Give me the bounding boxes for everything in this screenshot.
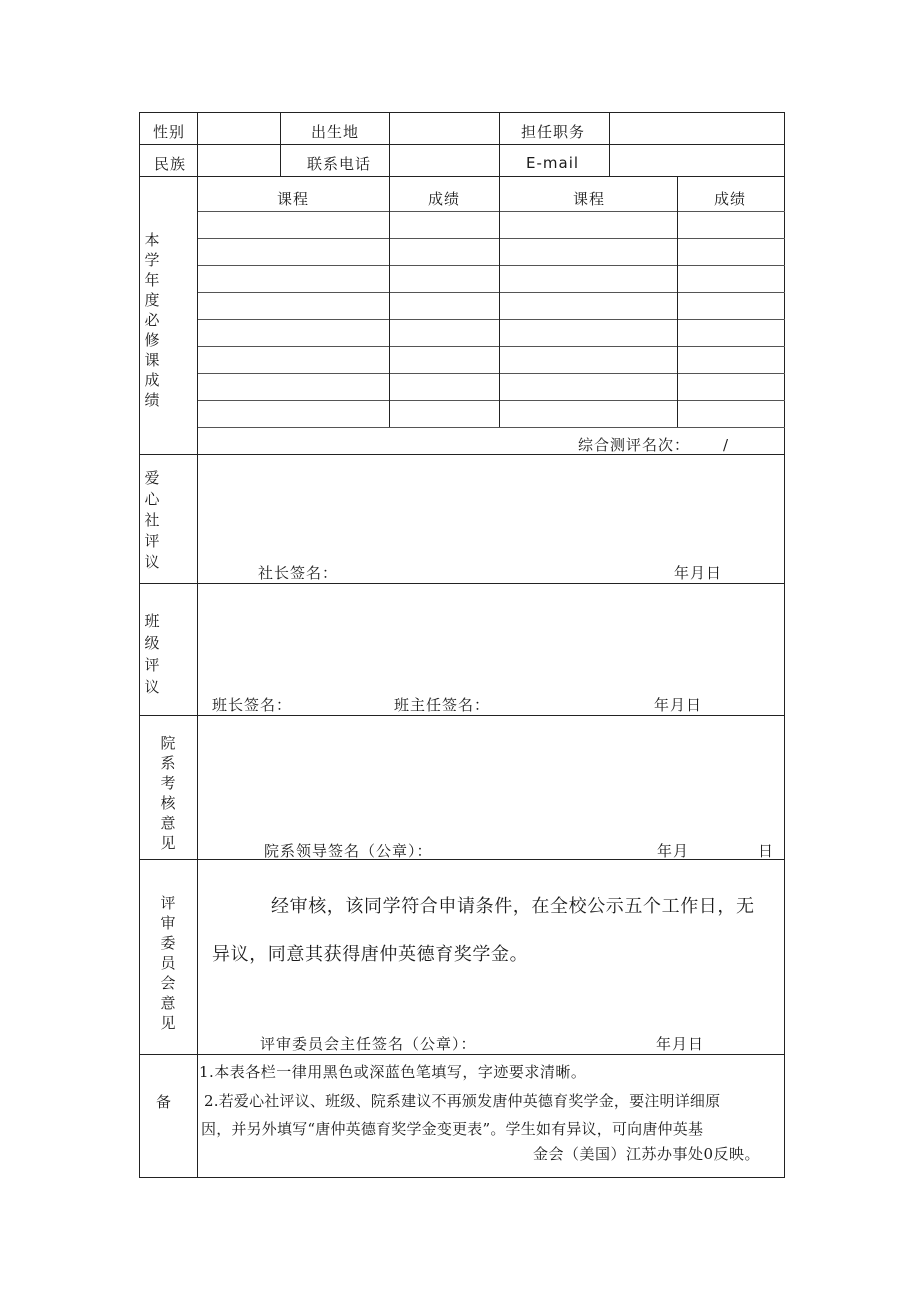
- teacher-signature-label: 班主任签名：: [394, 696, 491, 714]
- note-2-line1: 2.若爱心社评议、班级、院系建议不再颁发唐仲英德育奖学金，要注明详细原: [204, 1092, 721, 1110]
- header-column-line: [280, 112, 281, 176]
- grade-row-line: [197, 373, 785, 374]
- birthplace-label: 出生地: [311, 123, 360, 141]
- rank-separator: /: [723, 436, 730, 454]
- note-1: 1.本表各栏一律用黑色或深蓝色笔填写，字迹要求清晰。: [199, 1063, 587, 1081]
- row-divider: [139, 144, 785, 145]
- position-label: 担任职务: [521, 123, 586, 141]
- grade-col-course-1: 课程: [277, 190, 310, 208]
- grade-row-line: [197, 211, 785, 212]
- note-2-line2: 因，并另外填写“唐仲英德育奖学金变更表”。学生如有异议，可向唐仲英基: [201, 1120, 704, 1138]
- grade-row-line: [197, 346, 785, 347]
- ethnicity-field[interactable]: [199, 146, 279, 174]
- grade-row-line: [197, 400, 785, 401]
- header-column-line: [389, 112, 390, 176]
- grade-col-score-1: 成绩: [428, 190, 461, 208]
- class-section-label: 班级评议: [144, 612, 160, 696]
- phone-field[interactable]: [391, 146, 498, 174]
- row-divider: [139, 583, 785, 584]
- grade-column-line: [677, 176, 678, 427]
- department-signature-label: 院系领导签名（公章）：: [264, 842, 433, 860]
- header-column-line: [499, 112, 500, 176]
- committee-date-label: 年月日: [656, 1035, 705, 1053]
- grade-row-line: [197, 427, 785, 428]
- grades-section-label: 本学年度必修课成绩: [144, 231, 160, 409]
- grade-row-line: [197, 265, 785, 266]
- ethnicity-label: 民族: [154, 155, 187, 173]
- position-field[interactable]: [611, 114, 783, 142]
- row-divider: [139, 1054, 785, 1055]
- committee-section-label: 评审委员会意见: [160, 894, 176, 1032]
- row-divider: [139, 176, 785, 177]
- department-date-year-month: 年月: [657, 842, 690, 860]
- email-label: E-mail: [526, 154, 580, 172]
- grade-column-line: [499, 176, 500, 427]
- class-comment-area[interactable]: [199, 585, 783, 685]
- row-divider: [139, 715, 785, 716]
- grade-col-score-2: 成绩: [714, 190, 747, 208]
- email-field[interactable]: [611, 146, 783, 174]
- club-section-label: 爱心社评议: [144, 469, 160, 571]
- club-signature-label: 社长签名：: [258, 564, 339, 582]
- grade-row-line: [197, 238, 785, 239]
- gender-field[interactable]: [199, 114, 279, 142]
- club-date-label: 年月日: [674, 564, 723, 582]
- gender-label: 性别: [153, 123, 186, 141]
- rank-label: 综合测评名次：: [578, 436, 691, 454]
- department-comment-area[interactable]: [199, 717, 783, 832]
- committee-opinion-line1: 经审核，该同学符合申请条件，在全校公示五个工作日，无: [271, 896, 755, 917]
- note-2-line3: 金会（美国）江苏办事处0反映。: [533, 1145, 761, 1163]
- committee-signature-label: 评审委员会主任签名（公章）：: [260, 1035, 477, 1053]
- class-date-label: 年月日: [654, 696, 703, 714]
- grade-column-line: [389, 176, 390, 427]
- birthplace-field[interactable]: [391, 114, 498, 142]
- grade-col-course-2: 课程: [573, 190, 606, 208]
- row-divider: [139, 454, 785, 455]
- notes-section-label: 备: [156, 1093, 173, 1111]
- grade-row-line: [197, 319, 785, 320]
- committee-opinion-line2: 异议，同意其获得唐仲英德育奖学金。: [212, 944, 529, 965]
- monitor-signature-label: 班长签名：: [212, 696, 293, 714]
- header-column-line: [609, 112, 610, 176]
- department-section-label: 院系考核意见: [160, 734, 176, 852]
- club-comment-area[interactable]: [199, 456, 783, 556]
- department-date-day: 日: [758, 842, 775, 860]
- phone-label: 联系电话: [307, 155, 372, 173]
- grade-row-line: [197, 292, 785, 293]
- label-column-line: [197, 112, 198, 1178]
